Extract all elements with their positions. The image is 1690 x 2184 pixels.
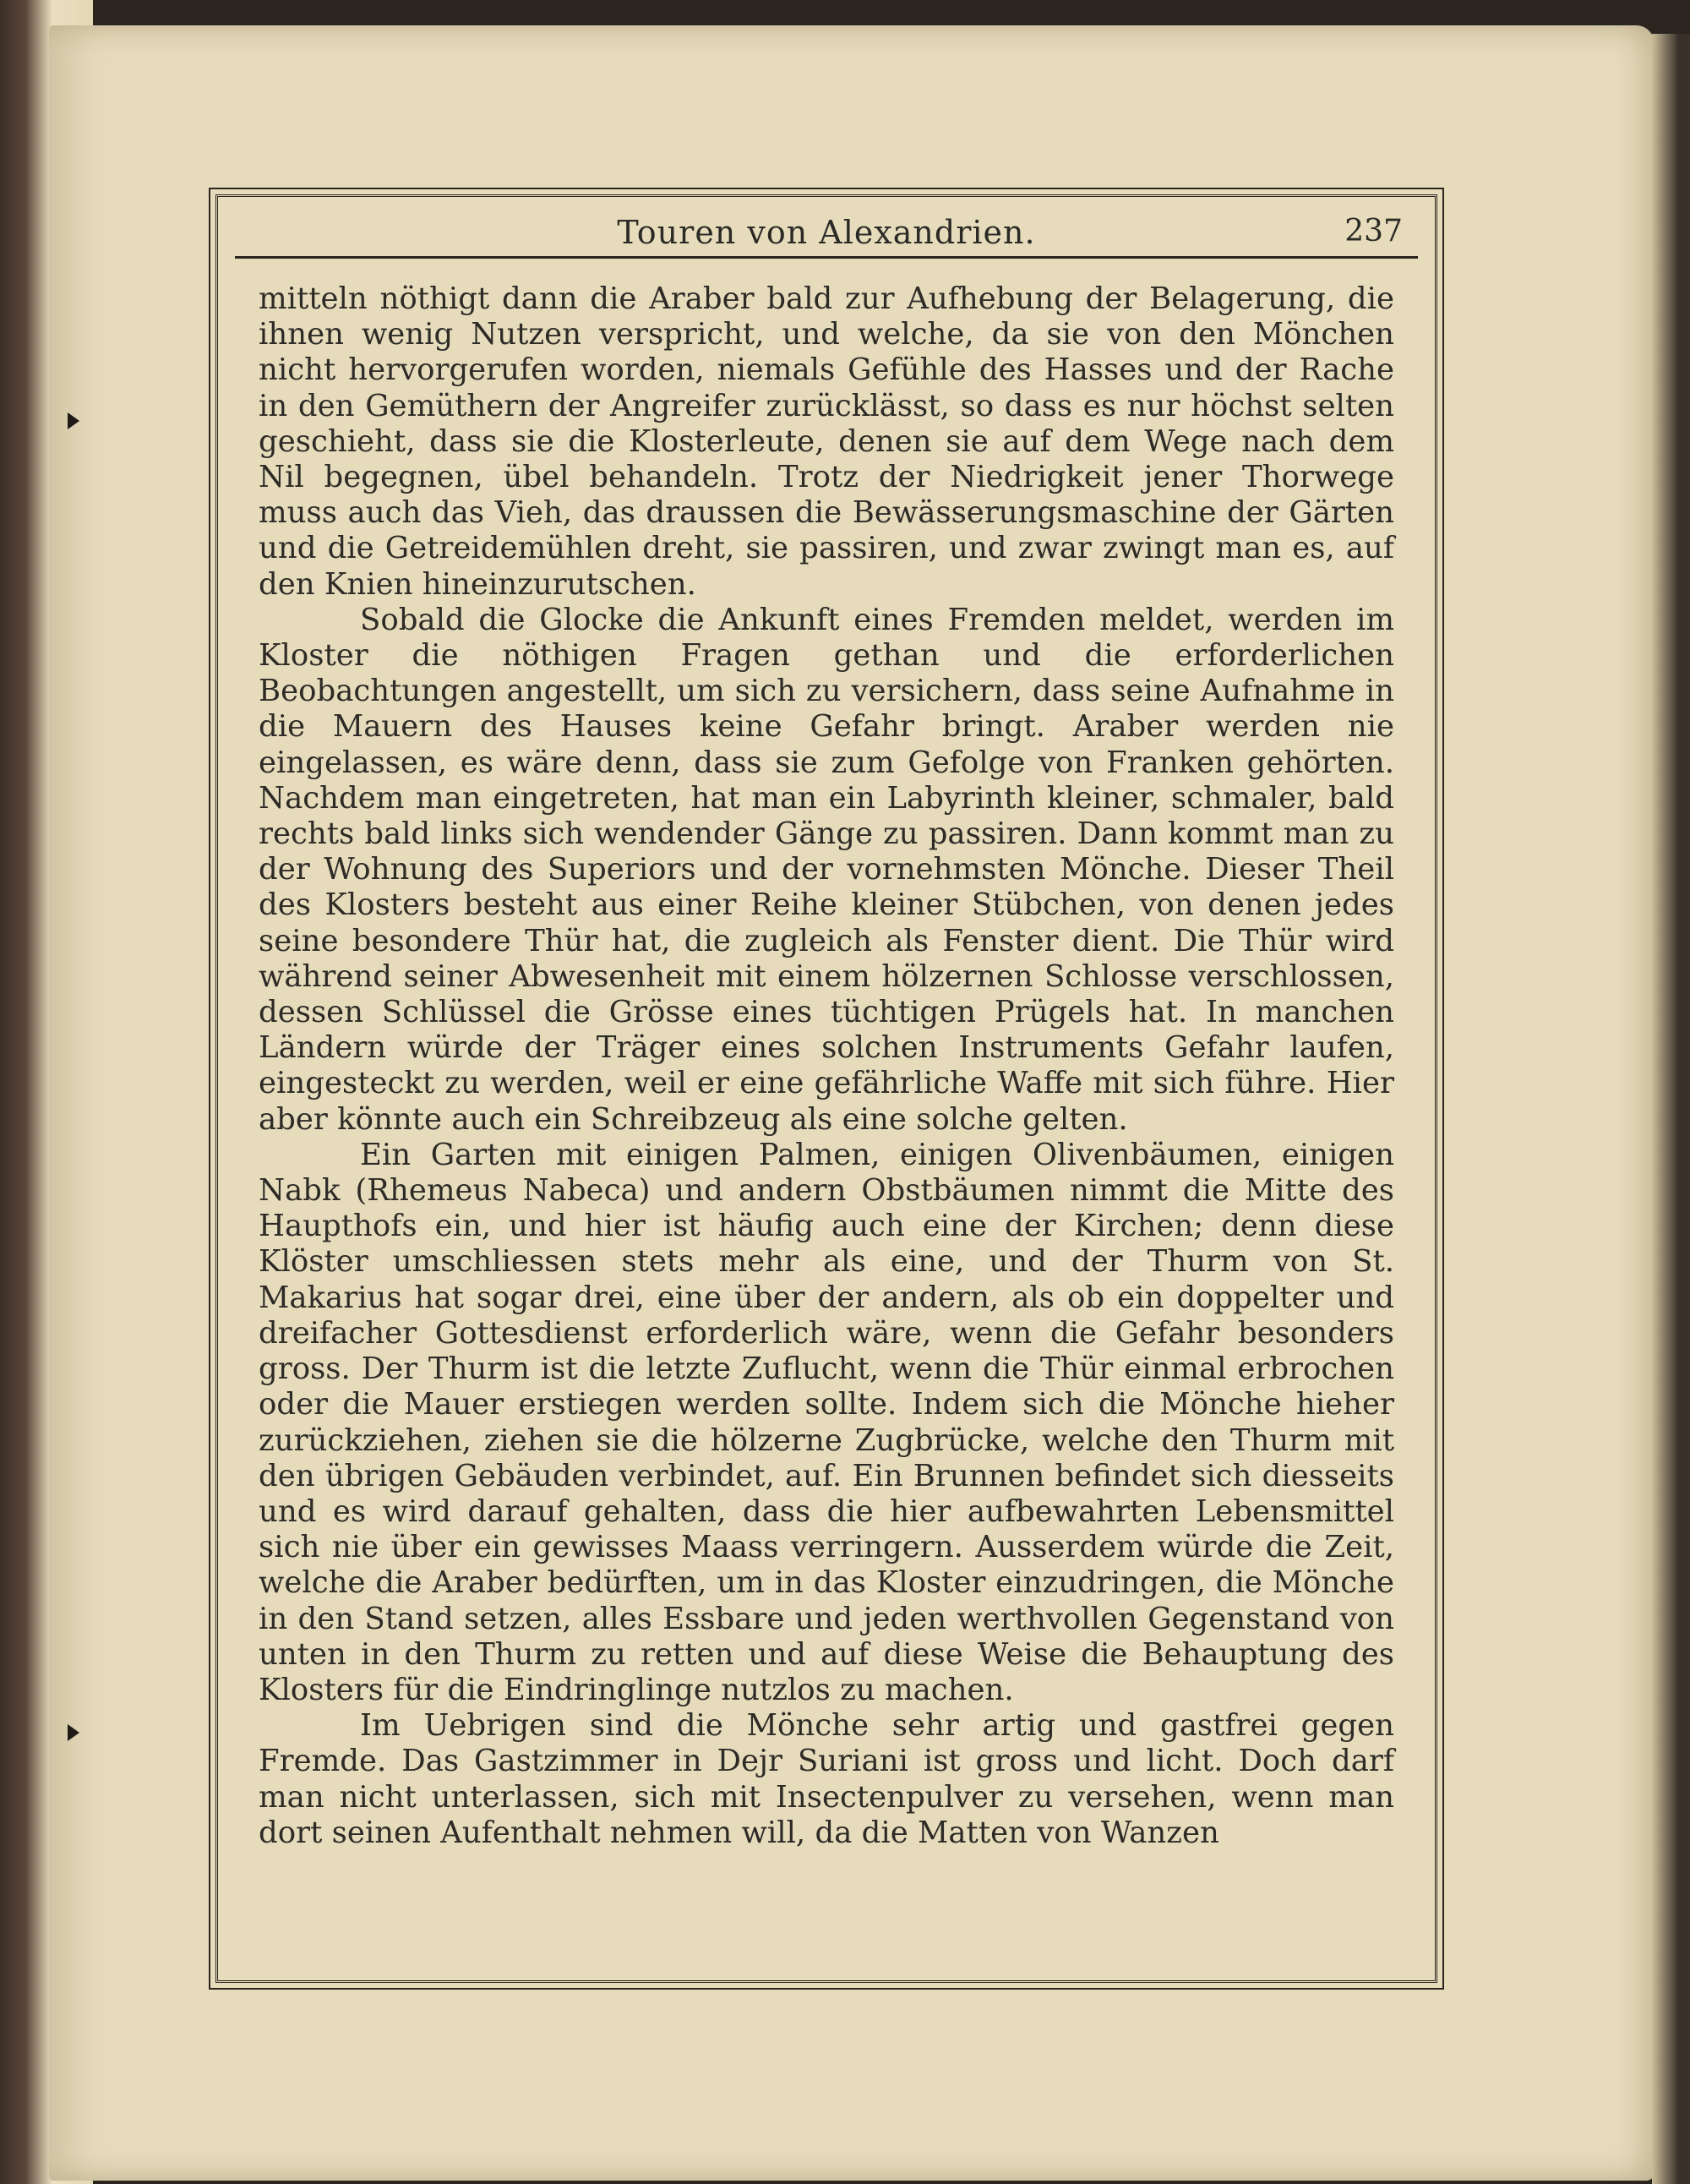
paragraph: mitteln nöthigt dann die Araber bald zur Aufhebung der Belagerung, die ihnen wenig Nutzen verspricht, und welche, da sie von den Mönchen nicht hervorgerufen worden, niemals Gefühle des Hasses und der Rache in den Gemüthern der Angreifer zurücklässt, so dass es nur höchst selten geschieht, dass sie die Klosterleute, denen sie auf dem Wege nach dem Nil begegnen, übel behandeln. Trotz der Niedrigkeit jener Thorwege muss auch das Vieh, das draussen die Bewässerungsmaschine der Gärten und die Getreidemühlen dreht, sie passiren, und zwar zwingt man es, auf den Knien hineinzurutschen. <box>259 281 1394 602</box>
running-title: Touren von Alexandrien. <box>617 214 1036 251</box>
page-edge <box>1652 34 1690 2184</box>
body-text <box>259 281 1394 1851</box>
paragraph: Ein Garten mit einigen Palmen, einigen Olivenbäumen, einigen Nabk (Rhemeus Nabeca) und andern Obstbäumen nimmt die Mitte des Haupthofs ein, und hier ist häufig auch eine der Kirchen; denn diese Klöster umschliessen stets mehr als eine, und der Thurm von St. Makarius hat sogar drei, eine über der andern, als ob ein doppelter und dreifacher Gottesdienst erforderlich wäre, wenn die Gefahr besonders gross. Der Thurm ist die letzte Zuflucht, wenn die Thür einmal erbrochen oder die Mauer erstiegen werden sollte. Indem sich die Mönche hieher zurückziehen, ziehen sie die hölzerne Zugbrücke, welche den Thurm mit den übrigen Gebäuden verbindet, auf. Ein Brunnen befindet sich diesseits und es wird darauf gehalten, dass die hier aufbewahrten Lebensmittel sich nie über ein gewisses Maass verringern. Ausserdem würde die Zeit, welche die Araber bedürften, um in das Kloster einzudringen, die Mönche in den Stand setzen, alles Essbare und jeden werthvollen Gegenstand von unten in den Thurm zu retten und auf diese Weise die Behauptung des Klosters für die Eindringlinge nutzlos zu machen. <box>259 1137 1394 1707</box>
text-frame <box>215 194 1437 1983</box>
page-header <box>235 209 1418 259</box>
margin-marker <box>68 412 79 429</box>
paragraph: Im Uebrigen sind die Mönche sehr artig und gastfrei gegen Fremde. Das Gastzimmer in Dejr Suriani ist gross und licht. Doch darf man nicht unterlassen, sich mit Insectenpulver zu versehen, wenn man dort seinen Aufenthalt nehmen will, da die Matten von Wanzen <box>259 1708 1394 1850</box>
margin-marker <box>68 1724 79 1741</box>
paragraph: Sobald die Glocke die Ankunft eines Fremden meldet, werden im Kloster die nöthigen Fragen gethan und die erforderlichen Beobachtungen angestellt, um sich zu versichern, dass seine Aufnahme in die Mauern des Hauses keine Gefahr bringt. Araber werden nie eingelassen, es wäre denn, dass sie zum Gefolge von Franken gehörten. Nachdem man eingetreten, hat man ein Labyrinth kleiner, schmaler, bald rechts bald links sich wendender Gänge zu passiren. Dann kommt man zu der Wohnung des Superiors und der vornehmsten Mönche. Dieser Theil des Klosters besteht aus einer Reihe kleiner Stübchen, von denen jedes seine besondere Thür hat, die zugleich als Fenster dient. Die Thür wird während seiner Abwesenheit mit einem hölzernen Schlosse verschlossen, dessen Schlüssel die Grösse eines tüchtigen Prügels hat. In manchen Ländern würde der Träger eines solchen Instruments Gefahr laufen, eingesteckt zu werden, weil er eine gefährliche Waffe mit sich führe. Hier aber könnte auch ein Schreibzeug als eine solche gelten. <box>259 602 1394 1137</box>
page-number: 237 <box>1344 214 1403 248</box>
